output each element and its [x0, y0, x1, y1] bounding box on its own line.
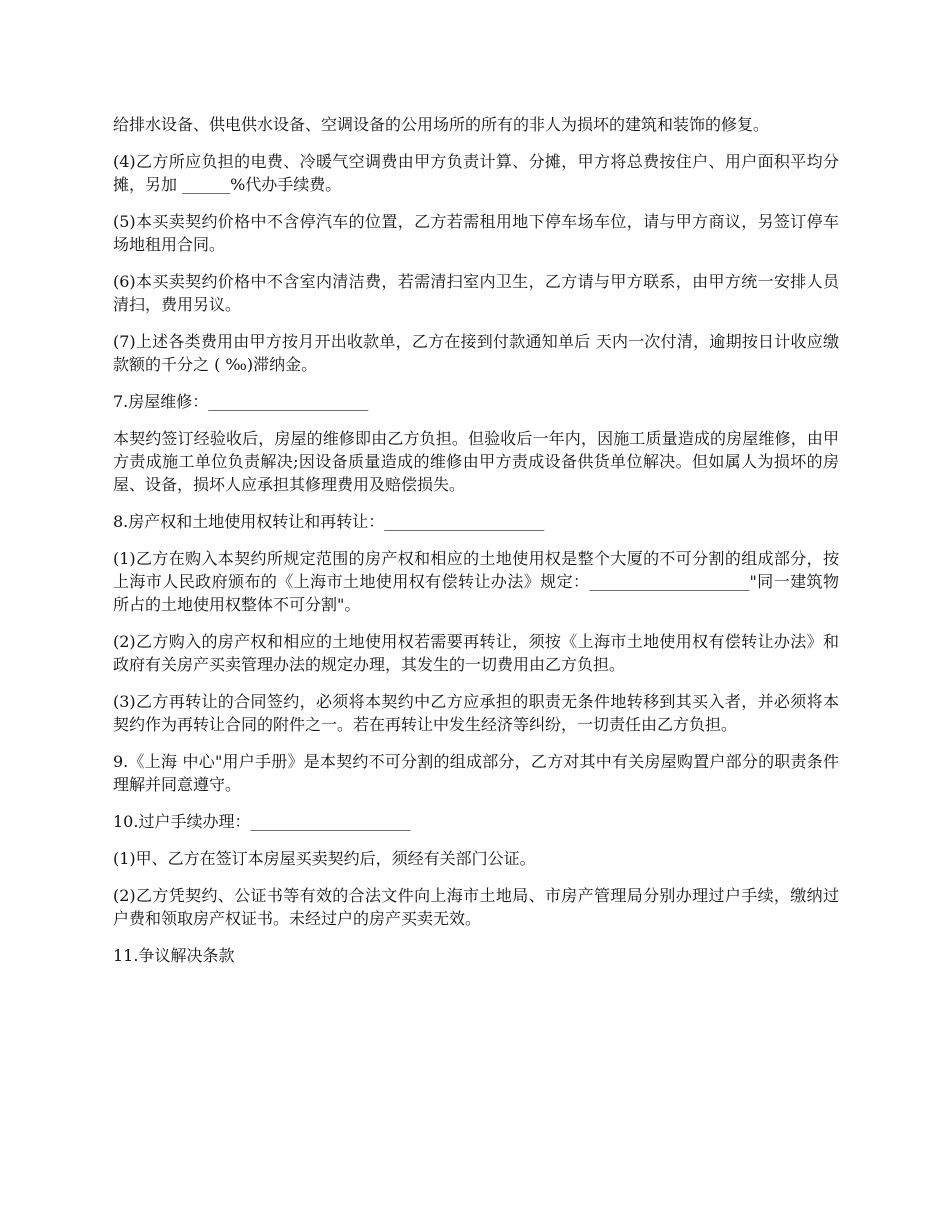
paragraph-electricity-fee: (4)乙方所应负担的电费、冷暖气空调费由甲方负责计算、分摊，甲方将总费按住户、用户面积平均分摊，另加 ______%代办手续费。 — [113, 152, 839, 194]
paragraph-repair-responsibility: 本契约签订经验收后，房屋的维修即由乙方负担。但验收后一年内，因施工质量造成的房屋维修，由甲方责成施工单位负责解决;因设备质量造成的维修由甲方责成设备供货单位解决。但如属人为损坏的房屋、设备，损坏人应承担其修理费用及赔偿损失。 — [113, 429, 839, 494]
paragraph-parking: (5)本买卖契约价格中不含停汽车的位置，乙方若需租用地下停车场车位，请与甲方商议，另签订停车场地租用合同。 — [113, 212, 839, 254]
paragraph-user-manual: 9.《上海 中心"用户手册》是本契约不可分割的组成部分，乙方对其中有关房屋购置户部分的职责条件理解并同意遵守。 — [113, 752, 839, 794]
section-heading-repair: 7.房屋维修：____________________ — [113, 392, 369, 411]
paragraph-cleaning: (6)本买卖契约价格中不含室内清洁费，若需清扫室内卫生，乙方请与甲方联系，由甲方统一安排人员清扫，费用另议。 — [113, 272, 839, 314]
paragraph-repair-scope: 给排水设备、供电供水设备、空调设备的公用场所的所有的非人为损坏的建筑和装饰的修复。 — [113, 115, 770, 134]
paragraph-transfer-3: (3)乙方再转让的合同签约，必须将本契约中乙方应承担的职责无条件地转移到其买入者，并必须将本契约作为再转让合同的附件之一。若在再转让中发生经济等纠纷，一切责任由乙方负担。 — [113, 692, 839, 734]
paragraph-notarization: (1)甲、乙方在签订本房屋买卖契约后，须经有关部门公证。 — [113, 849, 536, 868]
paragraph-registration: (2)乙方凭契约、公证书等有效的合法文件向上海市土地局、市房产管理局分别办理过户手续，缴纳过户费和领取房产权证书。未经过户的房产买卖无效。 — [113, 886, 839, 928]
section-heading-title-transfer: 10.过户手续办理：____________________ — [113, 812, 411, 831]
paragraph-payment: (7)上述各类费用由甲方按月开出收款单，乙方在接到付款通知单后 天内一次付清，逾期按日计收应缴款额的千分之 ( ‰)滞纳金。 — [113, 332, 839, 374]
section-heading-transfer: 8.房产权和土地使用权转让和再转让：____________________ — [113, 512, 545, 531]
section-heading-dispute: 11.争议解决条款 — [113, 946, 235, 965]
paragraph-transfer-1: (1)乙方在购入本契约所规定范围的房产权和相应的土地使用权是整个大厦的不可分割的组成部分，按上海市人民政府颁布的《上海市土地使用权有偿转让办法》规定：____________________"同一建筑物所占的土地使用权整体不可分割"。 — [113, 549, 839, 614]
paragraph-transfer-2: (2)乙方购入的房产权和相应的土地使用权若需要再转让，须按《上海市土地使用权有偿转让办法》和政府有关房产买卖管理办法的规定办理，其发生的一切费用由乙方负担。 — [113, 632, 839, 674]
document-body — [113, 113, 839, 981]
